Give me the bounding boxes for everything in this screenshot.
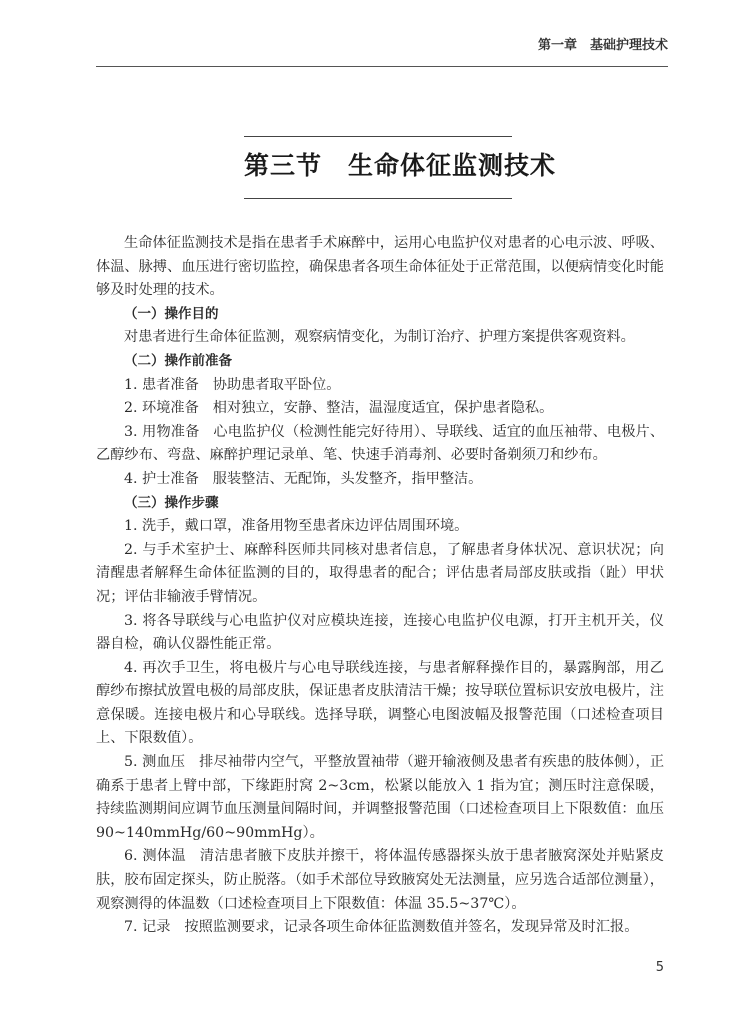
step-7-label: 7. 记录: [124, 919, 171, 936]
purpose-text: 对患者进行生命体征监测，观察病情变化，为制订治疗、护理方案提供客观资料。: [124, 329, 635, 346]
steps-heading: （三）操作步骤: [124, 494, 219, 511]
prep-item-4-label: 4. 护士准备: [124, 470, 199, 487]
prep-item-1-label: 1. 患者准备: [124, 376, 199, 393]
step-1: 1. 洗手，戴口罩，准备用物至患者床边评估周围环境。: [124, 518, 469, 535]
step-5: [96, 751, 664, 845]
prep-item-1-text: 协助患者取平卧位。: [212, 376, 341, 393]
section-title: 第三节 生命体征监测技术: [244, 151, 557, 180]
step-3: 3. 将各导联线与心电监护仪对应模块连接，连接心电监护仪电源，打开主机开关，仪器自检，确认仪器性能正常。: [96, 612, 664, 653]
step-6-label: 6. 测体温: [124, 848, 186, 865]
step-7: [96, 916, 664, 940]
prep-item-4: [96, 468, 664, 492]
preparation-heading: （二）操作前准备: [124, 352, 232, 369]
title-rule-bottom: [244, 198, 512, 199]
prep-item-2-text: 相对独立，安静、整洁，温湿度适宜，保护患者隐私。: [212, 400, 554, 417]
purpose-heading: （一）操作目的: [124, 305, 219, 322]
prep-item-2-label: 2. 环境准备: [124, 400, 199, 417]
step-5-text: 排尽袖带内空气，平整放置袖带（避开输液侧及患者有疾患的肢体侧），正确系于患者上臂中部，下缘距肘窝 2~3cm，松紧以能放入 1 指为宜；测压时注意保暖，持续监测期间应调节血压测量间隔时间，并调整报警范围（口述检查项目上下限数值：血压 90~140mmHg/60~90mmHg）。: [96, 754, 665, 841]
intro-paragraph: 生命体征监测技术是指在患者手术麻醉中，运用心电监护仪对患者的心电示波、呼吸、体温、脉搏、血压进行密切监控，确保患者各项生命体征处于正常范围，以便病情变化时能够及时处理的技术。: [96, 235, 664, 299]
step-2: 2. 与手术室护士、麻醉科医师共同核对患者信息，了解患者身体状况、意识状况；向清醒患者解释生命体征监测的目的，取得患者的配合；评估患者局部皮肤或指（趾）甲状况；评估非输液手臂情况。: [96, 541, 664, 605]
step-7-text: 按照监测要求，记录各项生命体征监测数值并签名，发现异常及时汇报。: [184, 919, 639, 936]
step-6: [96, 845, 664, 916]
prep-item-2: [96, 397, 664, 421]
prep-item-1: [96, 374, 664, 398]
header-rule: [96, 66, 668, 67]
prep-item-3-label: 3. 用物准备: [124, 423, 200, 440]
step-6-text: 清洁患者腋下皮肤并擦干，将体温传感器探头放于患者腋窝深处并贴紧皮肤，胶布固定探头，防止脱落。（如手术部位导致腋窝处无法测量，应另选合适部位测量），观察测得的体温数（口述检查项目上下限数值：体温 35.5~37℃）。: [96, 848, 664, 912]
prep-item-4-text: 服装整洁、无配饰，头发整齐，指甲整洁。: [212, 470, 483, 487]
body-text: [96, 232, 664, 940]
prep-item-3-text: 心电监护仪（检测性能完好待用）、导联线、适宜的血压袖带、电极片、乙醇纱布、弯盘、麻醉护理记录单、笔、快速手消毒剂、必要时备剃须刀和纱布。: [96, 423, 665, 464]
prep-item-3: [96, 421, 664, 468]
page-number: 5: [655, 960, 664, 975]
title-rule-top: [244, 136, 512, 137]
running-head: 第一章 基础护理技术: [537, 38, 668, 53]
step-5-label: 5. 测血压: [124, 754, 186, 771]
step-4: 4. 再次手卫生，将电极片与心电导联线连接，与患者解释操作目的，暴露胸部，用乙醇纱布擦拭放置电极的局部皮肤，保证患者皮肤清洁干燥；按导联位置标识安放电极片，注意保暖。连接电极片和心导联线。选择导联，调整心电图波幅及报警范围（口述检查项目上、下限数值）。: [96, 659, 664, 747]
